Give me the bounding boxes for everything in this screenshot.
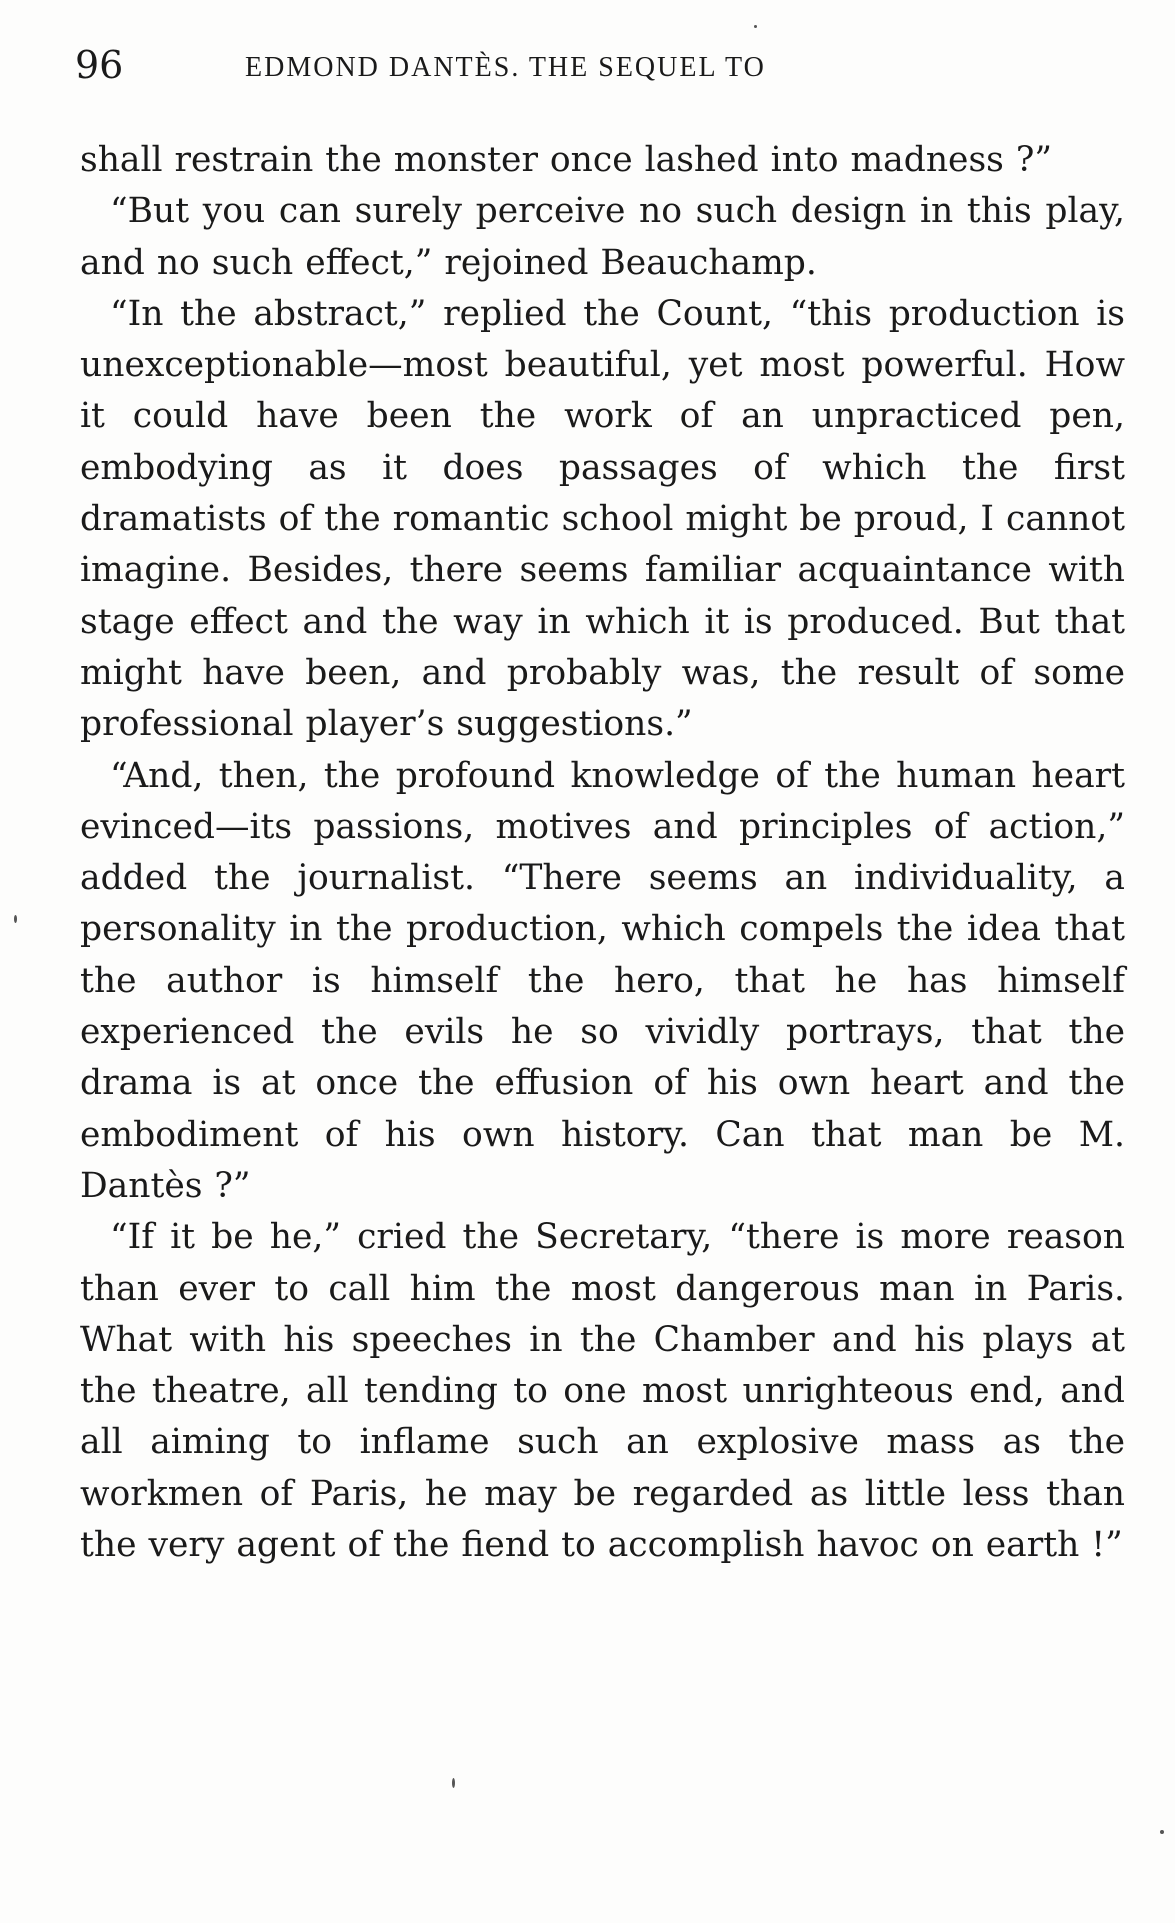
paragraph: “But you can surely perceive no such design in this play, and no such effect,” rejoined Beauchamp. bbox=[80, 191, 1125, 283]
running-head: EDMOND DANTÈS. THE SEQUEL TO bbox=[245, 52, 766, 83]
page-number: 96 bbox=[75, 43, 124, 87]
ink-speck bbox=[1160, 1830, 1164, 1834]
ink-speck bbox=[754, 25, 757, 28]
paragraph: “In the abstract,” replied the Count, “this production is unexceptionable—most beautiful, yet most powerful. How it could have been the work of an unpracticed pen, embodying as it does passages of which the first dramatists of the romantic school might be proud, I cannot imagine. Besides, there seems familiar acquaintance with stage effect and the way in which it is produced. But that might have been, and probably was, the result of some professional player’s suggestions.” bbox=[80, 293, 1125, 745]
paragraph: “And, then, the profound knowledge of the human heart evinced—its passions, motives and principles of action,” added the journalist. “There seems an individuality, a personality in the production, which compels the idea that the author is himself the hero, that he has himself experienced the evils he so vividly portrays, that the drama is at once the effusion of his own heart and the embodiment of his own history. Can that man be M. Dantès ?” bbox=[80, 755, 1125, 1206]
paragraph: “If it be he,” cried the Secretary, “there is more reason than ever to call him the most dangerous man in Paris. What with his speeches in the Chamber and his plays at the theatre, all tending to one most unrighteous end, and all aiming to inflame such an explosive mass as the workmen of Paris, he may be regarded as little less than the very agent of the fiend to accomplish havoc on earth !” bbox=[80, 1217, 1125, 1566]
paragraph: shall restrain the monster once lashed into madness ?” bbox=[80, 140, 1052, 180]
page-header bbox=[75, 40, 1125, 90]
ink-speck bbox=[14, 915, 17, 923]
ink-speck bbox=[452, 1778, 455, 1788]
body-text bbox=[80, 135, 1125, 1571]
